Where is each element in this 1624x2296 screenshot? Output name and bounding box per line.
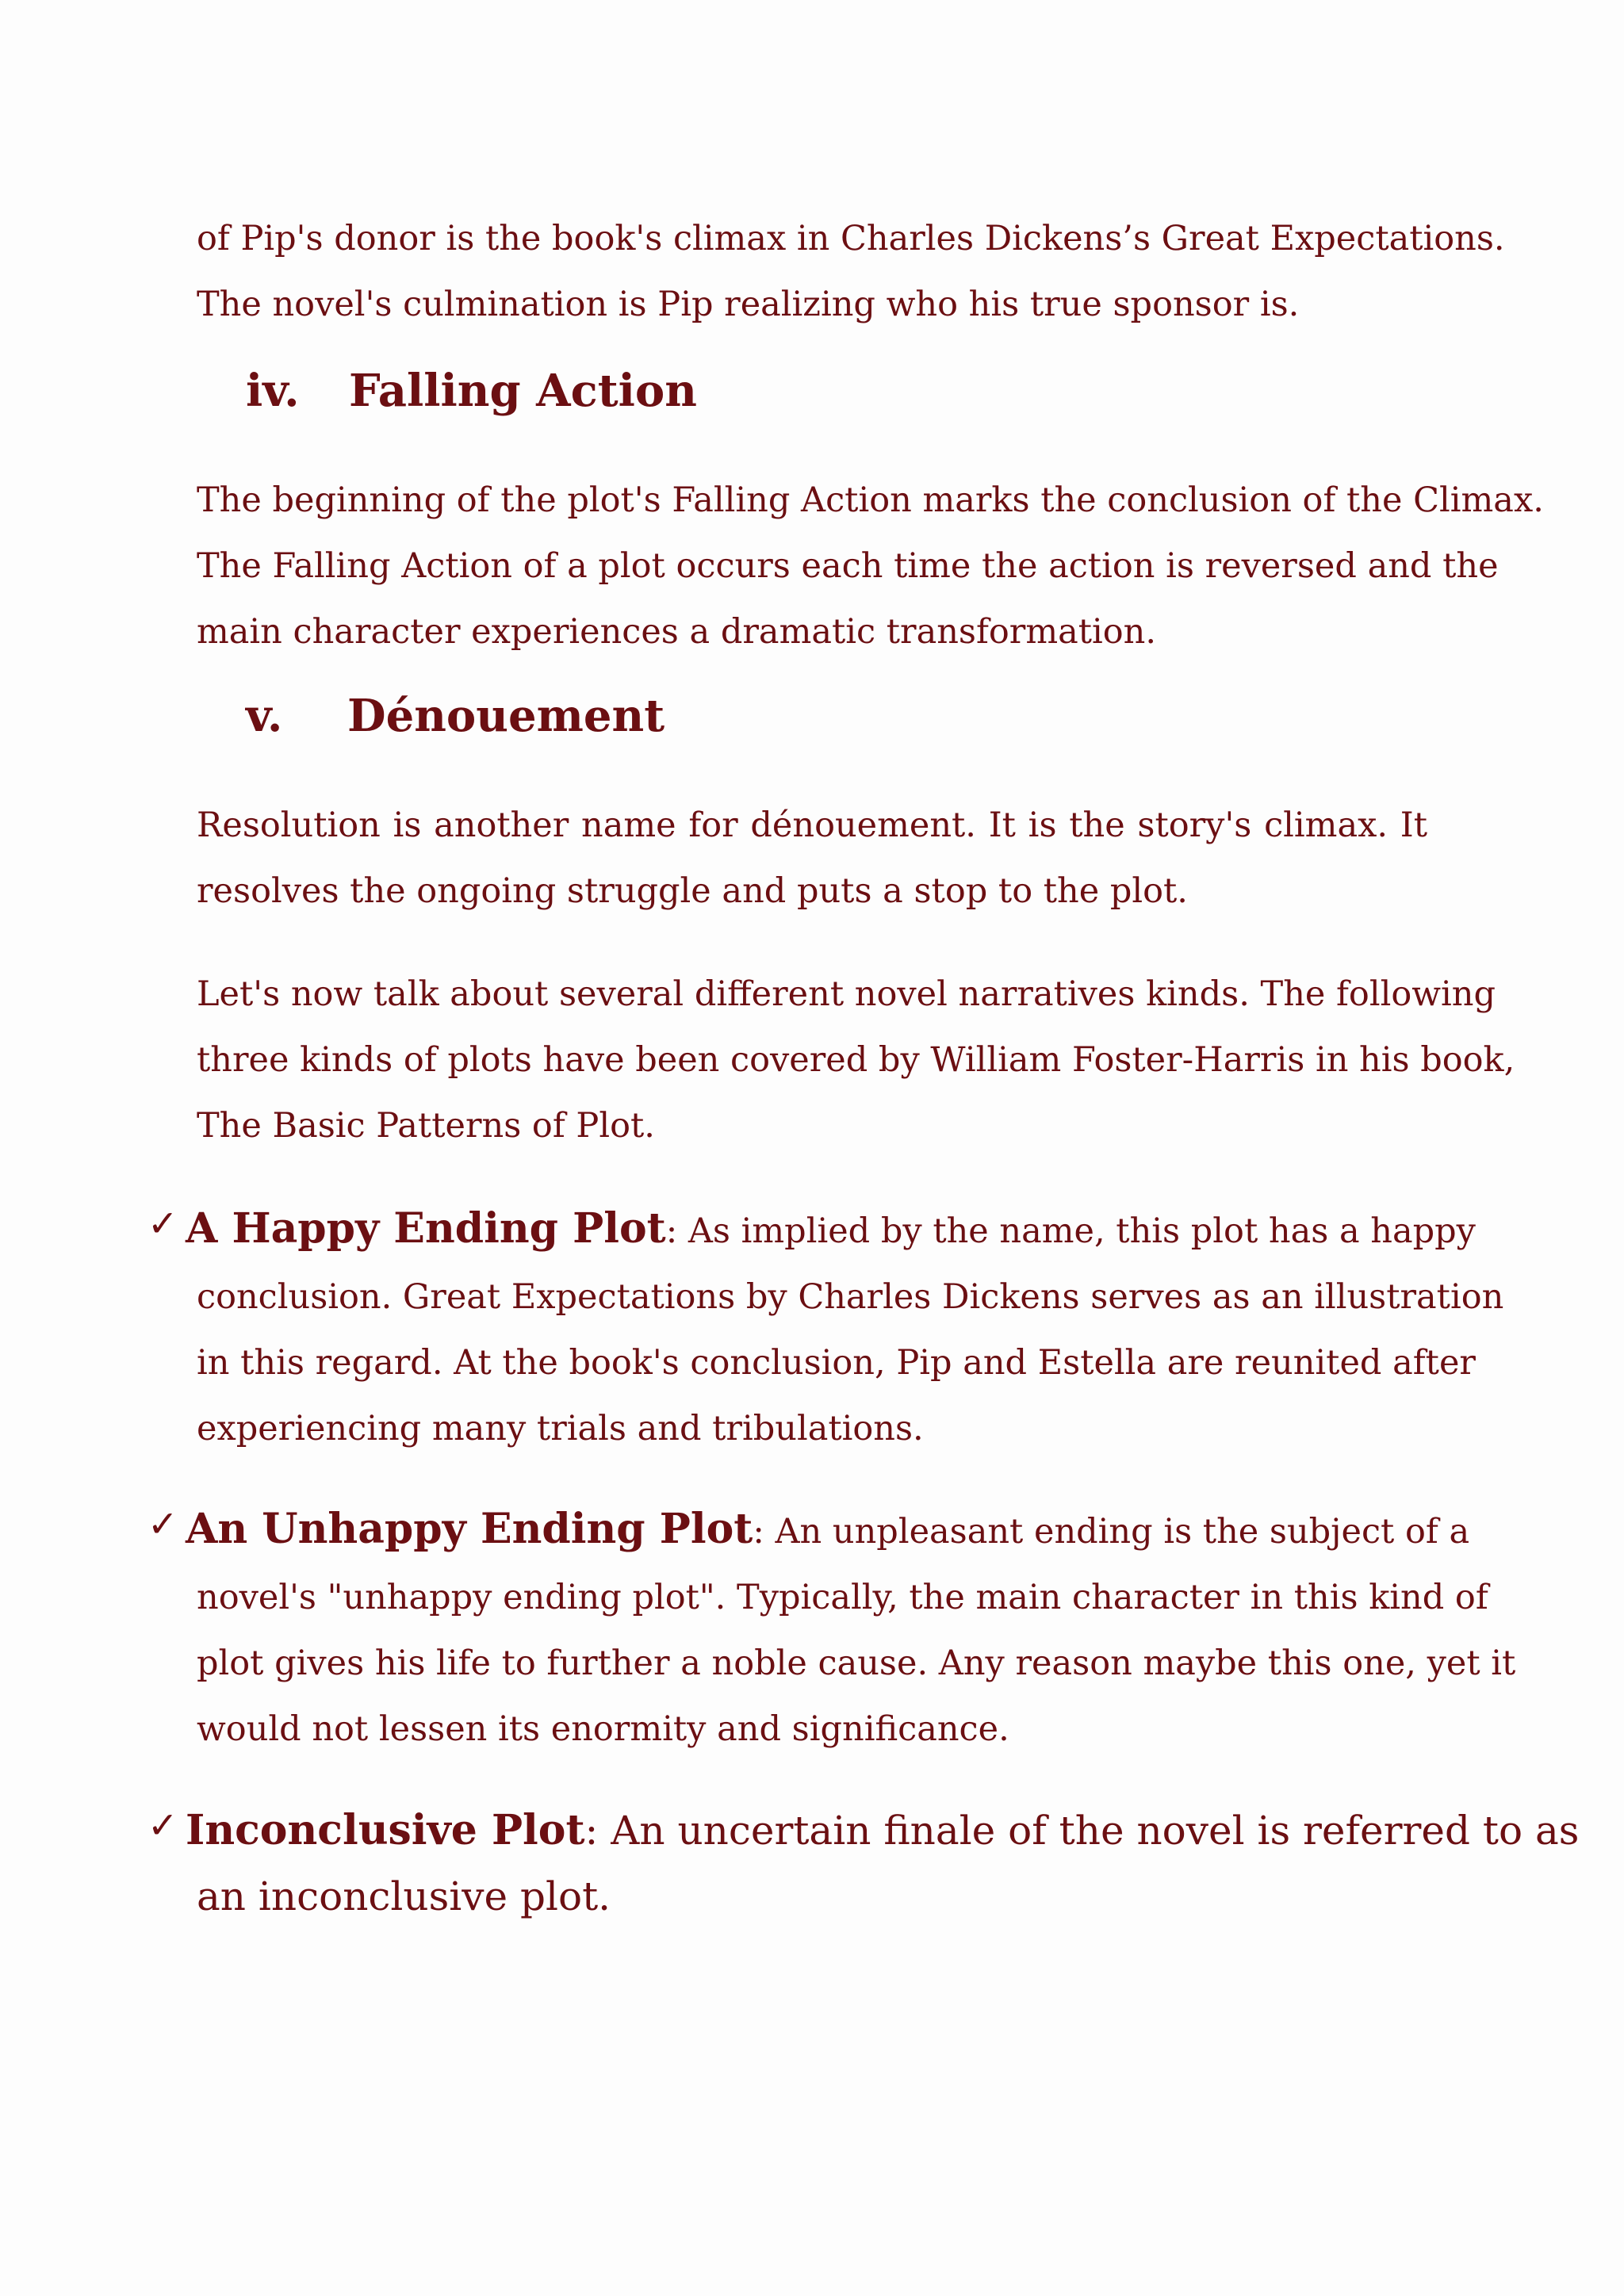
bullet-lead-text: : An uncertain finale of the novel is referred to as xyxy=(584,1808,1580,1854)
heading-number: v. xyxy=(246,690,283,742)
text-line: main character experiences a dramatic transformation. xyxy=(197,612,1157,652)
checkmark-icon: ✓ xyxy=(147,1502,178,1545)
text-line: three kinds of plots have been covered by William Foster-Harris in his book, xyxy=(197,1040,1515,1080)
paragraph-falling-action xyxy=(197,468,1544,665)
paragraph-denouement xyxy=(197,793,1427,924)
text-line: novel's "unhappy ending plot". Typically, the main character in this kind of xyxy=(197,1578,1488,1617)
bullet-lead-text: : As implied by the name, this plot has a happy xyxy=(665,1211,1476,1251)
bullet-first-line xyxy=(186,1196,1476,1265)
text-line: The Basic Patterns of Plot. xyxy=(197,1106,655,1146)
text-line: an inconclusive plot. xyxy=(197,1873,611,1919)
text-line: The novel's culmination is Pip realizing who his true sponsor is. xyxy=(197,285,1300,324)
text-line: The beginning of the plot's Falling Action marks the conclusion of the Climax. xyxy=(197,480,1544,520)
paragraph-plot-kinds-intro xyxy=(197,962,1515,1159)
bullet-term: An Unhappy Ending Plot xyxy=(186,1505,753,1553)
text-line: conclusion. Great Expectations by Charles Dickens serves as an illustration xyxy=(197,1277,1504,1317)
paragraph-climax-continuation xyxy=(197,206,1505,338)
text-line: plot gives his life to further a noble cause. Any reason maybe this one, yet it xyxy=(197,1644,1516,1683)
heading-number: iv. xyxy=(246,365,300,417)
bullet-term: Inconclusive Plot xyxy=(186,1806,585,1854)
bullet-term: A Happy Ending Plot xyxy=(186,1204,666,1253)
checkmark-icon: ✓ xyxy=(147,1804,178,1846)
heading-title: Falling Action xyxy=(349,365,697,417)
bullet-lead-text: : An unpleasant ending is the subject of a xyxy=(753,1512,1470,1552)
text-line: Resolution is another name for dénouement. It is the story's climax. It xyxy=(197,806,1427,845)
text-line: resolves the ongoing struggle and puts a stop to the plot. xyxy=(197,871,1188,911)
bullet-first-line xyxy=(186,1797,1580,1864)
bullet-first-line xyxy=(186,1496,1470,1565)
text-line: in this regard. At the book's conclusion, Pip and Estella are reunited after xyxy=(197,1343,1476,1383)
heading-title: Dénouement xyxy=(347,690,665,742)
checkmark-icon: ✓ xyxy=(147,1202,178,1245)
text-line: Let's now talk about several different novel narratives kinds. The following xyxy=(197,974,1496,1014)
text-line: experiencing many trials and tribulations. xyxy=(197,1409,924,1448)
text-line: of Pip's donor is the book's climax in Charles Dickens’s Great Expectations. xyxy=(197,219,1505,258)
text-line: would not lessen its enormity and significance. xyxy=(197,1709,1009,1749)
text-line: The Falling Action of a plot occurs each time the action is reversed and the xyxy=(197,546,1499,586)
